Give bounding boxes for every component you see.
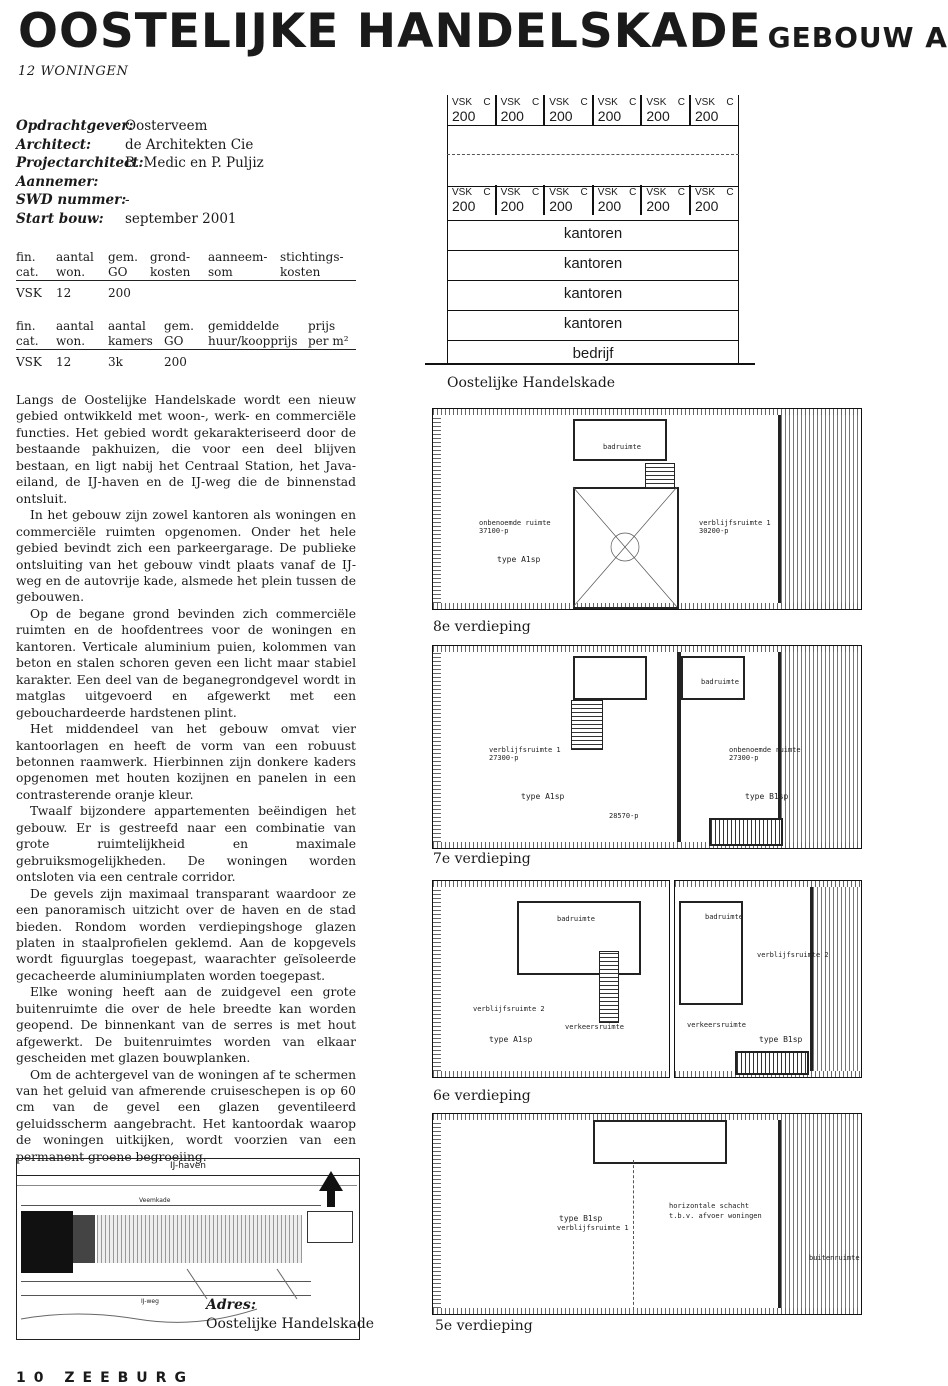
- unit-c: C: [726, 97, 734, 108]
- room-label: 27300-p: [729, 754, 759, 762]
- unit-go: 200: [695, 198, 719, 214]
- page-title: OOSTELIJKE HANDELSKADE GEBOUW A: [18, 4, 948, 59]
- room-label: onbenoemde ruimte: [479, 519, 551, 527]
- section-unit: [447, 95, 496, 125]
- room-label: verkeersruimte: [687, 1021, 747, 1029]
- floorplan-6-left: [432, 880, 670, 1078]
- floorplan-6-right: [674, 880, 862, 1078]
- building-section: [447, 95, 739, 365]
- table-cell: VSK: [16, 286, 42, 300]
- section-caption: Oostelijke Handelskade: [447, 375, 616, 391]
- table-header: grond- kosten: [150, 250, 208, 281]
- table-row: [16, 350, 356, 371]
- meta-value: september 2001: [125, 210, 237, 227]
- unit-c: C: [580, 187, 588, 198]
- room-label: badruimte: [701, 678, 739, 686]
- paragraph: Langs de Oostelijke Handelskade wordt een nieuw gebied ontwikkeld met woon-, werk- en commerciële functies. Het gebied wordt gekarakteriseerd door de bestaande pakhuizen, die voor een deel blijven bestaan, en ligt nabij het Centraal Station, het Java-eiland, de IJ-haven en de IJ-weg die de binnenstad ontsluit.: [16, 393, 356, 506]
- paragraph: Twaalf bijzondere appartementen beëindigen het gebouw. Er is gestreefd naar een combinatie van grote ruimtelijkheid en maximale gebruiksmogelijkheden. De woningen worden ontsloten via een centrale corridor.: [16, 804, 356, 885]
- unit-go: 200: [646, 198, 670, 214]
- unit-go: 200: [500, 198, 524, 214]
- article-body: [16, 392, 356, 1165]
- section-unit: [544, 185, 593, 215]
- meta-row: [16, 136, 356, 155]
- room-label: 30200-p: [699, 527, 729, 535]
- plan-caption-5: 5e verdieping: [435, 1318, 533, 1334]
- floor-kantoren-3: kantoren: [447, 280, 739, 311]
- floor-kantoren-1: kantoren: [447, 220, 739, 251]
- room-label: verkeersruimte: [565, 1023, 625, 1031]
- room-label: verblijfsruimte 1: [557, 1224, 629, 1232]
- table-header: gem. GO: [164, 319, 208, 350]
- unit-go: 200: [452, 198, 476, 214]
- meta-value: B. Medic en P. Puljiz: [125, 155, 264, 172]
- table-cell: VSK: [16, 355, 42, 369]
- table-cell: 12: [56, 355, 72, 369]
- table-cell: [208, 350, 308, 371]
- map-label-veemkade: Veemkade: [139, 1197, 171, 1204]
- paragraph: Het middendeel van het gebouw omvat vier kantoorlagen en heeft de vorm van een robuust betonnen raamwerk. Hierbinnen zijn donkere kaders opgenomen met houten kozijnen en panelen in een contrasterende oranje kleur.: [16, 722, 356, 802]
- page-title-suffix: GEBOUW A: [767, 21, 948, 54]
- room-label: onbenoemde ruimte: [729, 746, 801, 754]
- unit-category: VSK: [646, 97, 667, 108]
- paragraph: De gevels zijn maximaal transparant waardoor ze een panoramisch uitzicht over de haven en de stad bieden. Rondom worden verdiepingshoge glazen platen in staalprofielen geklemd. Aan de kopgevels wordt figuurglas toegepast, waarachter geïsoleerde gecacheerde aluminiumplaten worden toegepast.: [16, 886, 356, 983]
- section-unit: [641, 95, 690, 125]
- floorplan-7: [432, 645, 862, 849]
- section-unit: [544, 95, 593, 125]
- table-header: aanneem- som: [208, 250, 280, 281]
- section-unit: [496, 95, 545, 125]
- meta-key: SWD nummer:: [16, 192, 127, 209]
- plan-caption-7: 7e verdieping: [433, 851, 531, 867]
- table-header: fin. cat.: [16, 319, 56, 350]
- unit-go: 200: [646, 108, 670, 124]
- location-map: [16, 1158, 360, 1340]
- unit-c: C: [677, 187, 685, 198]
- unit-category: VSK: [597, 97, 618, 108]
- floor-bedrijf: bedrijf: [572, 345, 614, 362]
- room-label: 37100-p: [479, 527, 509, 535]
- section-unit: [690, 95, 739, 125]
- type-label: type B1sp: [759, 1035, 803, 1044]
- floor-kantoren-2: kantoren: [447, 250, 739, 281]
- units-row-bottom: [447, 185, 739, 215]
- unit-go: 200: [549, 198, 573, 214]
- paragraph: In het gebouw zijn zowel kantoren als woningen en commerciële ruimten opgenomen. Onder het hele gebied bevindt zich een parkeergarage. De publieke ontsluiting van het gebouw vindt plaats vanaf de IJ-weg en de autovrije kade, alsmede het plein tussen de gebouwen.: [16, 508, 356, 605]
- cost-table: [16, 250, 356, 301]
- room-label: verblijfsruimte 2: [757, 951, 829, 959]
- meta-value: Oosterveem: [125, 118, 208, 134]
- section-unit: [593, 185, 642, 215]
- section-unit: [641, 185, 690, 215]
- unit-category: VSK: [500, 97, 521, 108]
- meta-row: [16, 210, 356, 229]
- meta-value: de Architekten Cie: [125, 136, 254, 153]
- floor-kantoren-4: kantoren: [447, 310, 739, 341]
- unit-c: C: [629, 187, 637, 198]
- unit-c: C: [531, 97, 540, 108]
- room-label: verblijfsruimte 2: [473, 1005, 545, 1013]
- table-cell: [308, 350, 356, 371]
- table-row: [16, 281, 356, 302]
- meta-row: [16, 173, 356, 192]
- meta-key: Opdrachtgever:: [16, 118, 134, 134]
- units-row-top: [447, 95, 739, 125]
- room-label: 28570-p: [609, 812, 639, 820]
- type-label: type B1sp: [745, 792, 789, 801]
- room-label: t.b.v. afvoer woningen: [669, 1212, 762, 1220]
- map-label-ijhaven: IJ-haven: [169, 1161, 207, 1171]
- meta-row: [16, 117, 356, 136]
- room-label: verblijfsruimte 1: [699, 519, 771, 527]
- page-subtitle: 12 WONINGEN: [18, 64, 129, 79]
- table-header: aantal kamers: [108, 319, 164, 350]
- unit-go: 200: [597, 108, 622, 124]
- table-cell: [150, 281, 208, 302]
- table-header: aantal won.: [56, 250, 108, 281]
- paragraph: Elke woning heeft aan de zuidgevel een grote buitenruimte die over de hele breedte kan worden geopend. De binnenkant van de serres is met hout afgewerkt. De buitenruimtes worden van elkaar gescheiden met glazen bouwplanken.: [16, 985, 356, 1066]
- paragraph: Om de achtergevel van de woningen af te schermen van het geluid van afmerende cruiseschepen is op 60 cm van de gevel een glazen geventileerd geluidsscherm aangebracht. Het kantoordak waarop de woningen uitkijken, wordt voorzien van een permanent groene begroeiing.: [16, 1067, 356, 1164]
- room-label: verblijfsruimte 1: [489, 746, 561, 754]
- meta-key: Architect:: [16, 136, 92, 153]
- unit-category: VSK: [452, 97, 473, 108]
- unit-go: 200: [695, 108, 719, 124]
- unit-c: C: [483, 187, 491, 198]
- floorplan-8: [432, 408, 862, 610]
- unit-c: C: [483, 97, 491, 108]
- room-label: badruimte: [557, 915, 595, 923]
- unit-go: 200: [452, 108, 476, 124]
- meta-key: Projectarchitect:: [16, 155, 144, 172]
- room-label: badruimte: [705, 913, 743, 921]
- section-unit: [690, 185, 739, 215]
- unit-category: VSK: [452, 187, 473, 198]
- unit-c: C: [531, 187, 540, 198]
- unit-category: VSK: [646, 187, 667, 198]
- unit-c: C: [629, 97, 637, 108]
- unit-c: C: [580, 97, 588, 108]
- map-lines: [17, 1159, 359, 1339]
- unit-category: VSK: [549, 97, 570, 108]
- section-unit: [496, 185, 545, 215]
- table-cell: [208, 281, 280, 302]
- table-cell: 3k: [108, 355, 123, 369]
- unit-category: VSK: [695, 187, 716, 198]
- page-footer: 10 ZEEBURG: [16, 1370, 194, 1386]
- project-meta: [16, 117, 356, 229]
- meta-row: [16, 154, 356, 173]
- table-cell: 200: [108, 286, 131, 300]
- table-header: gem. GO: [108, 250, 150, 281]
- section-unit: [447, 185, 496, 215]
- type-label: type A1sp: [497, 555, 541, 564]
- table-header: gemiddelde huur/koopprijs: [208, 319, 308, 350]
- unit-go: 200: [500, 108, 524, 124]
- room-label: horizontale schacht: [669, 1202, 750, 1210]
- table-header: aantal won.: [56, 319, 108, 350]
- corridor: [447, 125, 739, 187]
- meta-value: -: [125, 192, 130, 209]
- unit-category: VSK: [500, 187, 521, 198]
- map-label-ijweg: IJ-weg: [141, 1298, 159, 1305]
- unit-category: VSK: [695, 97, 716, 108]
- table-cell: 12: [56, 286, 72, 300]
- table-cell: [280, 281, 356, 302]
- table-cell: 200: [164, 355, 187, 369]
- section-unit: [593, 95, 642, 125]
- unit-category: VSK: [549, 187, 570, 198]
- room-label: buitenruimte: [809, 1254, 860, 1262]
- unit-go: 200: [549, 108, 573, 124]
- meta-key: Aannemer:: [16, 173, 99, 190]
- unit-c: C: [677, 97, 685, 108]
- type-label: type A1sp: [489, 1035, 533, 1044]
- room-label: 27300-p: [489, 754, 519, 762]
- address-label: Adres:: [206, 1297, 256, 1313]
- unit-c: C: [726, 187, 734, 198]
- unit-category: VSK: [597, 187, 618, 198]
- plan-caption-6: 6e verdieping: [433, 1088, 531, 1104]
- paragraph: Op de begane grond bevinden zich commerciële ruimten en de hoofdentrees voor de woningen en kantoren. Verticale aluminium puien, kolommen van beton en stalen schoren geven een licht maar stabiel karakter. Een deel van de beganegrondgevel wordt in matglas uitgevoerd en afgewerkt met een gebouchardeerde hardstenen plint.: [16, 606, 356, 720]
- type-label: type B1sp: [559, 1214, 603, 1223]
- unit-go: 200: [597, 198, 622, 214]
- address-value: Oostelijke Handelskade: [206, 1316, 375, 1332]
- table-header: prijs per m²: [308, 319, 356, 350]
- price-table: [16, 319, 356, 370]
- table-header: stichtings- kosten: [280, 250, 356, 281]
- plan-caption-8: 8e verdieping: [433, 619, 531, 635]
- floorplan-5: [432, 1113, 862, 1315]
- room-label: badruimte: [603, 443, 641, 451]
- table-header: fin. cat.: [16, 250, 56, 281]
- meta-key: Start bouw:: [16, 210, 104, 227]
- type-label: type A1sp: [521, 792, 565, 801]
- ground-line: [425, 363, 755, 365]
- meta-row: [16, 191, 356, 210]
